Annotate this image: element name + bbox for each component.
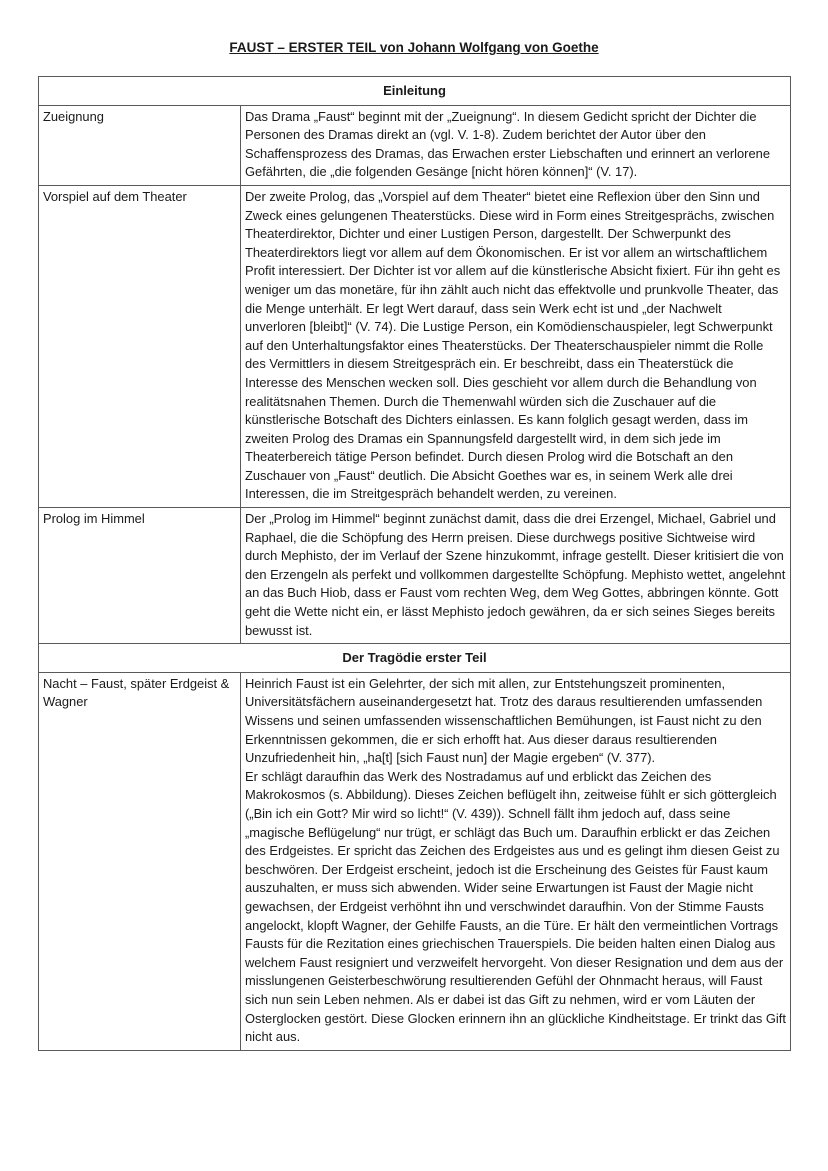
- section-header-row: [39, 77, 791, 106]
- scene-label: Vorspiel auf dem Theater: [39, 185, 241, 507]
- scene-summary: Der „Prolog im Himmel“ beginnt zunächst damit, dass die drei Erzengel, Michael, Gabriel und Raphael, die die Schöpfung des Herrn preisen. Diese durchwegs positive Sichtweise wird durch Mephisto, der im Verlauf der Szene hinzukommt, infrage gestellt. Dieser kritisiert die von den Erzengeln als perfekt und vollkommen dargestellte Schöpfung. Mephisto wettet, angelehnt an das Buch Hiob, dass er Faust vom rechten Weg, dem Weg Gottes, abbringen könnte. Gott geht die Wette nicht ein, er lässt Mephisto jedoch gewähren, da er sich seines Sieges bereits bewusst ist.: [241, 508, 791, 644]
- summary-paragraph: Heinrich Faust ist ein Gelehrter, der sich mit allen, zur Entstehungszeit prominenten, Universitätsfächern auseinandergesetzt hat. Trotz des daraus resultierenden umfassenden Wissens und seinen umfassenden wissenschaftlichen Bemühungen, ist Faust nicht zu den Erkenntnissen gekommen, die er sich erhofft hat. Aus dieser daraus resultierenden Unzufriedenheit hin, „ha[t] [sich Faust nun] der Magie ergeben“ (V. 377).: [245, 675, 763, 766]
- document-title: FAUST – ERSTER TEIL von Johann Wolfgang von Goethe: [229, 40, 599, 55]
- section-header-row: [39, 644, 791, 673]
- table-row: [39, 105, 791, 185]
- table-row: [39, 508, 791, 644]
- summary-table: [38, 76, 791, 1051]
- scene-label: Nacht – Faust, später Erdgeist & Wagner: [39, 672, 241, 1050]
- scene-label: Zueignung: [39, 105, 241, 185]
- table-row: [39, 672, 791, 1050]
- section-heading: Einleitung: [39, 77, 791, 106]
- table-row: [39, 185, 791, 507]
- summary-paragraph: Er schlägt daraufhin das Werk des Nostradamus auf und erblickt das Zeichen des Makrokosmos (s. Abbildung). Dieses Zeichen beflügelt ihn, zeitweise fühlt er sich göttergleich („Bin ich ein Gott? Mir wird so licht!“ (V. 439)). Schnell fällt ihm jedoch auf, dass seine „magische Beflügelung“ nur trügt, er schlägt das Buch um. Daraufhin erblickt er das Zeichen des Erdgeistes. Er spricht das Zeichen des Erdgeistes aus und es gelingt ihm diesen Geist zu beschwören. Der Erdgeist erscheint, jedoch ist die Erscheinung des Geistes für Faust kaum auszuhalten, er muss sich abwenden. Wider seine Erwartungen ist Faust der Magie nicht gewachsen, der Erdgeist verhöhnt ihn und verschwindet daraufhin. Von der Stimme Fausts angelockt, klopft Wagner, der Gehilfe Fausts, an die Türe. Er hält den vermeintlichen Vortrags Fausts für die Rezitation eines griechischen Trauerspiels. Die beiden halten einen Dialog aus welchem Faust resigniert und verzweifelt hervorgeht. Von dieser Resignation und dem aus der misslungenen Geisterbeschwörung resultierenden Gefühl der Ohnmacht heraus, will Faust sich nun sein Leben nehmen. Als er dabei ist das Gift zu nehmen, wird er vom Läuten der Osterglocken gestört. Diese Glocken erinnern ihn an glückliche Kindheitstage. Er trinkt das Gift nicht aus.: [245, 768, 786, 1045]
- scene-label: Prolog im Himmel: [39, 508, 241, 644]
- scene-summary: Das Drama „Faust“ beginnt mit der „Zueignung“. In diesem Gedicht spricht der Dichter die Personen des Dramas direkt an (vgl. V. 1-8). Zudem berichtet der Autor über den Schaffensprozess des Dramas, das Erwachen erster Liebschaften und erinnert an verlorene Gefährten, die „die folgenden Gesänge [nicht hören können]“ (V. 17).: [241, 105, 791, 185]
- scene-summary: Der zweite Prolog, das „Vorspiel auf dem Theater“ bietet eine Reflexion über den Sinn und Zweck eines gelungenen Theaterstücks. Diese wird in Form eines Streitgesprächs, zwischen Theaterdirektor, Dichter und einer Lustigen Person, dargestellt. Der Schwerpunkt des Theaterdirektors liegt vor allem auf dem Ökonomischen. Er ist vor allem an wirtschaftlichem Profit interessiert. Der Dichter ist vor allem auf die künstlerische Absicht fixiert. Für ihn geht es weniger um das monetäre, für ihn zählt auch nicht das effektvolle und prunkvolle Theater, das die Menge unterhält. Er legt Wert darauf, dass sein Werk echt ist und „der Nachwelt unverloren [bleibt]“ (V. 74). Die Lustige Person, ein Komödienschauspieler, legt Schwerpunkt auf den Unterhaltungsfaktor eines Theaterstücks. Der Theaterschauspieler nimmt die Rolle des Vermittlers in diesem Streitgespräch ein. Er beschreibt, dass ein Theaterstück die Interesse des Menschen wecken soll. Dies geschieht vor allem durch die Behandlung von realitätsnahen Themen. Durch die Themenwahl würden sich die Zuschauer auf die künstlerische Botschaft des Dichters einlassen. Es kann folglich gesagt werden, dass im zweiten Prolog des Dramas ein Spannungsfeld dargestellt wird, in dem sich jede im Theaterbereich tätige Person befindet. Durch diesen Prolog wird die Botschaft an den Zuschauer von „Faust“ deutlich. Die Absicht Goethes war es, in seinem Werk alle drei Interessen, die im Streitgespräch behandelt werden, zu vereinen.: [241, 185, 791, 507]
- section-heading: Der Tragödie erster Teil: [39, 644, 791, 673]
- scene-summary: [241, 672, 791, 1050]
